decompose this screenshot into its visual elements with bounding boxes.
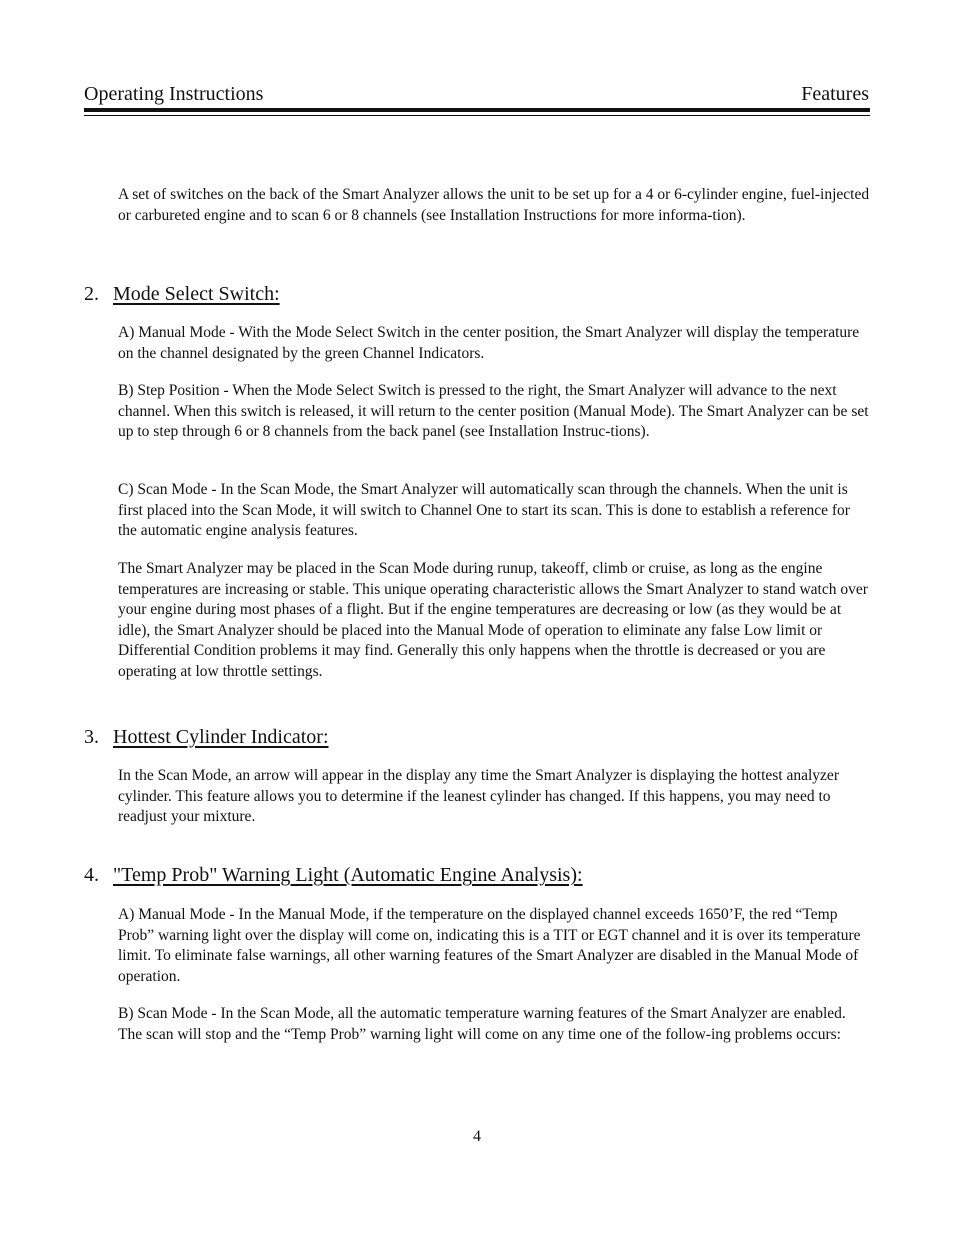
- section-4-paragraph-b: B) Scan Mode - In the Scan Mode, all the automatic temperature warning features of the Smart Analyzer are enabled. The scan will stop and the “Temp Prob” warning light will come on any time one of the follow-ing problems occurs:: [118, 1005, 846, 1043]
- section-2-paragraph-b: B) Step Position - When the Mode Select Switch is pressed to the right, the Smart Analyzer will advance to the next channel. When this switch is released, it will return to the center position (Manual Mode). The Smart Analyzer can be set up to step through 6 or 8 channels from the back panel (see Installation Instruc-tions).: [118, 382, 869, 441]
- intro-paragraph: A set of switches on the back of the Smart Analyzer allows the unit to be set up for a 4 or 6-cylinder engine, fuel-injected or carbureted engine and to scan 6 or 8 channels (see Installation Instructions for more informa-tion).: [118, 186, 870, 224]
- header-rule-thin: [84, 115, 870, 116]
- section-3-number: 3.: [84, 726, 99, 748]
- section-2-number: 2.: [84, 283, 99, 305]
- section-2-paragraph-a: A) Manual Mode - With the Mode Select Switch in the center position, the Smart Analyzer will display the temperature on the channel designated by the green Channel Indicators.: [118, 324, 860, 362]
- header-right-title: Features: [801, 83, 869, 105]
- section-4-paragraph-a: A) Manual Mode - In the Manual Mode, if the temperature on the displayed channel exceeds 1650’F, the red “Temp Prob” warning light over the display will come on, indicating this is a TIT or EGT channel and it is over its temperature limit. To eliminate false warnings, all other warning features of the Smart Analyzer are disabled in the Manual Mode of operation.: [118, 906, 861, 985]
- section-4-heading: [84, 863, 583, 887]
- section-3-paragraph: In the Scan Mode, an arrow will appear in the display any time the Smart Analyzer is displaying the hottest analyzer cylinder. This feature allows you to determine if the leanest cylinder has changed. If this happens, you may need to readjust your mixture.: [118, 767, 839, 826]
- section-4-number: 4.: [84, 864, 99, 886]
- section-3-title: Hottest Cylinder Indicator:: [113, 726, 329, 748]
- section-2-paragraph-d: The Smart Analyzer may be placed in the Scan Mode during runup, takeoff, climb or cruise, as long as the engine temperatures are increasing or stable. This unique operating characteristic allows the Smart Analyzer to stand watch over your engine during most phases of a flight. But if the engine temperatures are decreasing or low (as they would be at idle), the Smart Analyzer should be placed into the Manual Mode of operation to eliminate any false Low limit or Differential Condition problems it may find. Generally this only happens when the throttle is decreased or you are operating at low throttle settings.: [118, 560, 868, 680]
- section-3-heading: [84, 725, 329, 749]
- section-2-paragraph-c: C) Scan Mode - In the Scan Mode, the Smart Analyzer will automatically scan through the channels. When the unit is first placed into the Scan Mode, it will switch to Channel One to start its scan. This is done to establish a reference for the automatic engine analysis features.: [118, 481, 850, 540]
- section-2-heading: [84, 282, 280, 306]
- header-left-title: Operating Instructions: [84, 83, 264, 105]
- section-4-title: "Temp Prob" Warning Light (Automatic Engine Analysis):: [113, 864, 583, 886]
- page-number: 4: [473, 1128, 481, 1145]
- section-2-title: Mode Select Switch:: [113, 283, 280, 305]
- header-rule-thick: [84, 108, 870, 112]
